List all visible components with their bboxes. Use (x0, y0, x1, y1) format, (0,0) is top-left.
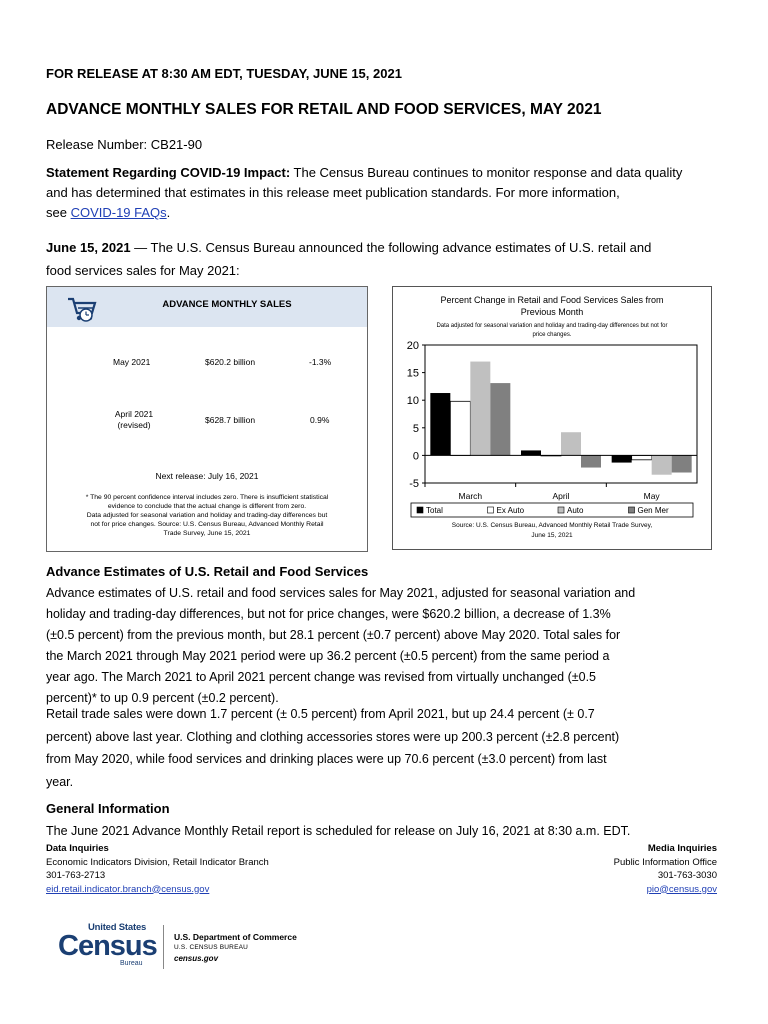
chart-subtitle-1: Data adjusted for seasonal variation and holiday and trading-day differences but not for (436, 323, 668, 329)
department-block (174, 931, 297, 964)
release-number: Release Number: CB21-90 (46, 137, 203, 152)
x-tick-label: April (552, 491, 570, 501)
census-site[interactable]: census.gov (174, 954, 219, 963)
p2-line: Retail trade sales were down 1.7 percent (± 0.5 percent) from April 2021, but up 24.4 percent (± 0.7 (46, 707, 595, 721)
legend-swatch (488, 507, 494, 513)
y-tick-label: 10 (406, 395, 419, 408)
logo-united-states: United States (88, 922, 147, 933)
plot-area (407, 340, 697, 501)
logo-census-word: Census (58, 930, 157, 962)
intro-text-2: food services sales for May 2021: (46, 263, 240, 278)
legend-label: Gen Mer (637, 506, 669, 515)
covid-text-1: The Census Bureau continues to monitor response and data quality (290, 165, 683, 180)
y-tick-label: -5 (409, 478, 419, 490)
chart-title-2: Previous Month (520, 307, 584, 317)
y-tick-label: 15 (406, 367, 419, 380)
footnote-line: Data adjusted for seasonal variation and holiday and trading-day differences but (86, 512, 328, 519)
data-inquiries-email[interactable]: eid.retail.indicator.branch@census.gov (46, 883, 210, 895)
section-heading: Advance Estimates of U.S. Retail and Food Services (46, 564, 369, 579)
legend-label: Ex Auto (496, 506, 525, 515)
logo-divider (163, 925, 164, 969)
chart-title-1: Percent Change in Retail and Food Services Sales from (440, 295, 664, 305)
census-logo (58, 922, 168, 970)
sales-box-title: ADVANCE MONTHLY SALES (162, 299, 292, 310)
data-inquiries-title: Data Inquiries (46, 843, 109, 854)
covid-faq-link[interactable]: COVID-19 FAQs (70, 205, 167, 220)
media-inquiries-title: Media Inquiries (647, 843, 717, 854)
chart-subtitle-2: price changes. (532, 332, 572, 338)
release-line: FOR RELEASE AT 8:30 AM EDT, TUESDAY, JUNE 15, 2021 (46, 66, 402, 81)
media-inquiries-email[interactable]: pio@census.gov (646, 883, 717, 895)
data-inquiries (46, 842, 269, 896)
intro-text-1: — The U.S. Census Bureau announced the following advance estimates of U.S. retail and (130, 240, 652, 255)
legend-label: Total (426, 506, 443, 515)
percent-change-chart (393, 287, 711, 549)
y-tick-label: 0 (412, 450, 419, 463)
row1-label: May 2021 (113, 357, 151, 367)
p1-line: holiday and trading-day differences, but not for price changes, were $620.2 billion, a decrease of 1.3% (46, 607, 611, 621)
p1-line: Advance estimates of U.S. retail and food services sales for May 2021, adjusted for seasonal variation and (46, 586, 636, 600)
p1-line: year ago. The March 2021 to April 2021 percent change was revised from virtually unchanged (±0.5 (46, 670, 596, 684)
general-heading: General Information (46, 801, 170, 816)
data-inquiries-phone: 301-763-2713 (46, 870, 106, 881)
bar-gen-mer (490, 383, 510, 455)
bar-auto (470, 362, 490, 456)
legend-swatch (629, 507, 635, 513)
covid-statement (46, 163, 736, 223)
p1-line: (±0.5 percent) from the previous month, but 28.1 percent (±0.7 percent) above May 2020. Total sales for (46, 628, 621, 642)
p1-line: percent)* to up 0.9 percent (±0.2 percent). (46, 691, 279, 705)
media-inquiries (614, 842, 717, 896)
chart-source-2: June 15, 2021 (531, 532, 573, 539)
bar-total (612, 455, 632, 462)
row2-value: $628.7 billion (205, 415, 256, 425)
y-tick-label: 20 (406, 340, 419, 352)
intro-date: June 15, 2021 (46, 240, 131, 255)
footnote-line: evidence to conclude that the actual change is different from zero. (107, 503, 307, 510)
row2-change: 0.9% (310, 415, 330, 425)
covid-see: see (46, 205, 71, 220)
x-tick-label: March (458, 491, 483, 501)
bar-auto (561, 432, 581, 455)
bar-total (430, 393, 450, 455)
bar-auto (652, 455, 672, 474)
x-tick-label: May (643, 491, 660, 501)
logo-bureau: Bureau (120, 960, 143, 967)
covid-label: Statement Regarding COVID-19 Impact: (46, 165, 291, 180)
bar-gen-mer (581, 455, 601, 467)
row2-label (109, 409, 159, 431)
legend-swatch (558, 507, 564, 513)
advance-sales-box (46, 286, 368, 552)
chart-source-1: Source: U.S. Census Bureau, Advanced Monthly Retail Trade Survey, (451, 522, 653, 529)
footnote-line: not for price changes. Source: U.S. Census Bureau, Advanced Monthly Retail (90, 521, 324, 528)
media-inquiries-office: Public Information Office (613, 856, 717, 868)
p1-line: the March 2021 through May 2021 period were up 36.2 percent (±0.5 percent) from the same period a (46, 649, 610, 663)
bar-ex-auto (450, 401, 470, 455)
intro-paragraph (46, 236, 736, 282)
p2-line: from May 2020, while food services and drinking places were up 70.6 percent (±3.0 percent) from last (46, 752, 607, 766)
paragraph-2 (46, 703, 726, 793)
sales-footnote (51, 493, 363, 538)
row2-label-1: April 2021 (114, 409, 154, 419)
chart-box (392, 286, 712, 550)
row1-value: $620.2 billion (205, 357, 256, 367)
dept-name: U.S. Department of Commerce (174, 932, 297, 942)
bureau-caps: U.S. CENSUS BUREAU (174, 944, 249, 951)
y-tick-label: 5 (412, 422, 419, 435)
paragraph-1 (46, 583, 726, 709)
general-text: The June 2021 Advance Monthly Retail report is scheduled for release on July 16, 2021 at 8:30 a.m. EDT. (46, 824, 631, 838)
bar-ex-auto (632, 455, 652, 459)
chart-legend (411, 503, 693, 517)
p2-line: percent) above last year. Clothing and clothing accessories stores were up 200.3 percent (±2.8 percent) (46, 729, 620, 744)
legend-swatch (417, 507, 423, 513)
footnote-line: * The 90 percent confidence interval includes zero. There is insufficient statistical (85, 494, 329, 501)
bar-total (521, 450, 541, 455)
row2-label-2: (revised) (117, 420, 151, 430)
covid-period: . (166, 205, 171, 220)
page-title: ADVANCE MONTHLY SALES FOR RETAIL AND FOOD SERVICES, MAY 2021 (46, 101, 602, 118)
footnote-line: Trade Survey, June 15, 2021 (163, 530, 251, 537)
legend-label: Auto (567, 506, 584, 515)
next-release: Next release: July 16, 2021 (155, 471, 259, 481)
bar-gen-mer (672, 455, 692, 472)
data-inquiries-division: Economic Indicators Division, Retail Indicator Branch (46, 856, 269, 868)
row1-change: -1.3% (309, 357, 332, 367)
media-inquiries-phone: 301-763-3030 (657, 870, 717, 881)
p2-line: year. (46, 774, 74, 789)
covid-text-2: and has determined that estimates in this release meet publication standards. For more information, (46, 185, 620, 200)
